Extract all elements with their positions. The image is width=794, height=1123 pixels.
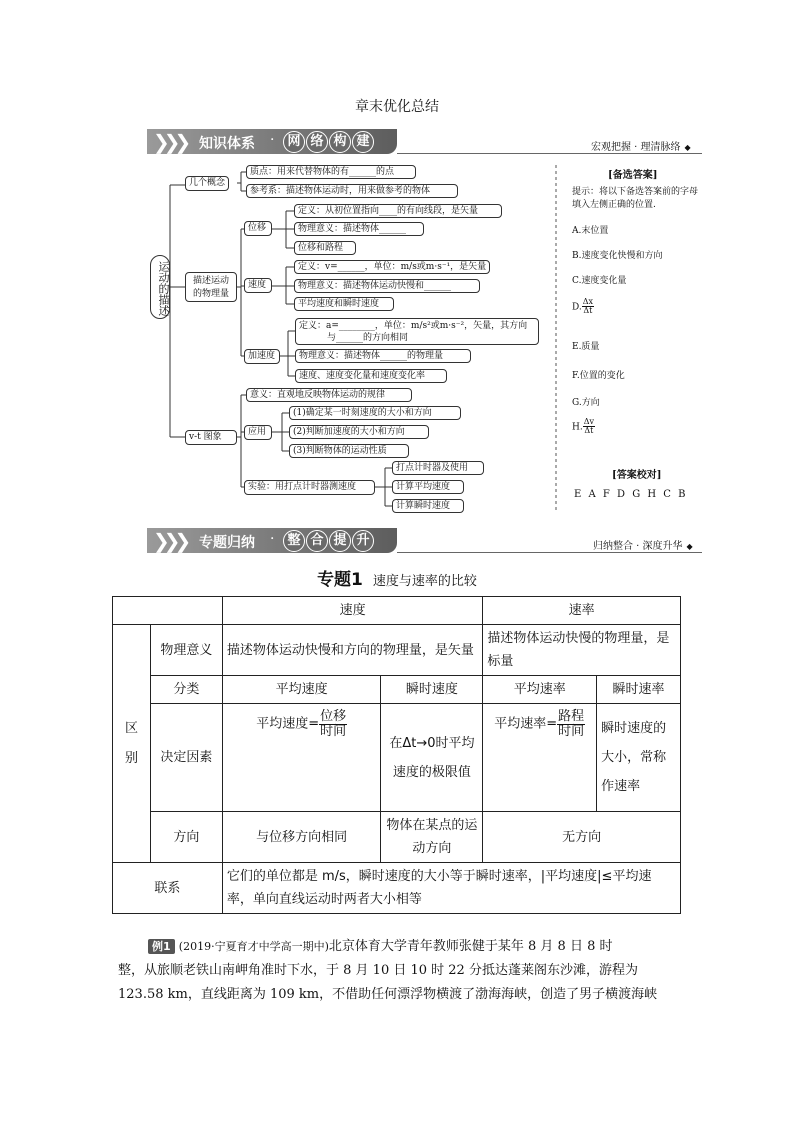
example-paragraph bbox=[118, 935, 680, 1007]
answer-check-heading: [答案校对] bbox=[612, 470, 662, 481]
mindmap-leaf: 计算瞬时速度 bbox=[392, 499, 464, 513]
mindmap-leaf-acceleration-def bbox=[295, 318, 539, 345]
comparison-table bbox=[112, 596, 681, 914]
mindmap-leaf: 定义：v=______，单位：m/s或m·s⁻¹，是矢量 bbox=[294, 260, 490, 274]
answers-heading: [备选答案] bbox=[608, 170, 658, 181]
answer-option: E.质量 bbox=[572, 342, 600, 352]
answers-hint: 提示：将以下备选答案前的字母填入左侧正确的位置. bbox=[572, 187, 699, 210]
table-cell bbox=[113, 597, 223, 625]
banner-char: 络 bbox=[306, 131, 328, 153]
leaf-line: 与______的方向相同 bbox=[327, 333, 409, 343]
table-row bbox=[113, 863, 681, 914]
fraction: $\frac{\Delta x}{\Delta t}$ bbox=[582, 297, 594, 316]
mindmap-node-velocity: 速度 bbox=[244, 278, 272, 293]
table-cell: 它们的单位都是 m/s，瞬时速度的大小等于瞬时速率，|平均速度|≤平均速率，单向直线运动时两者大小相等 bbox=[222, 863, 680, 914]
banner-char: 整 bbox=[283, 530, 305, 552]
table-row bbox=[113, 597, 681, 625]
topic-number: 专题1 bbox=[317, 570, 363, 590]
formula-prefix: 平均速度= bbox=[256, 716, 320, 732]
topic-heading bbox=[0, 565, 794, 590]
banner-right-text: 宏观把握 · 理清脉络 ◆ bbox=[591, 142, 691, 153]
table-cell: 瞬时速度的大小，常称作速率 bbox=[597, 704, 681, 812]
answer-option-h bbox=[572, 418, 595, 436]
option-prefix: H. bbox=[572, 422, 583, 433]
table-row bbox=[113, 676, 681, 704]
banner-dot: · bbox=[270, 531, 275, 547]
table-cell: 描述物体运动快慢的物理量，是标量 bbox=[483, 625, 681, 676]
mindmap-node-acceleration: 加速度 bbox=[244, 349, 280, 364]
table-row-label: 联系 bbox=[113, 863, 223, 914]
mindmap-leaf: 物理意义：描述物体______的物理量 bbox=[295, 349, 471, 363]
table-cell: 物体在某点的运动方向 bbox=[381, 812, 483, 863]
table-header-speed: 速度 bbox=[222, 597, 482, 625]
option-prefix: D. bbox=[572, 302, 582, 313]
table-cell: 瞬时速度 bbox=[381, 676, 483, 704]
diamond-icon: ◆ bbox=[684, 143, 691, 152]
table-row-label: 物理意义 bbox=[150, 625, 222, 676]
example-text: 北京体育大学青年教师张健于某年 8 月 8 日 8 时 bbox=[328, 939, 613, 954]
fraction: $\frac{\Delta v}{\Delta t}$ bbox=[583, 417, 595, 436]
mindmap-node-displacement: 位移 bbox=[244, 221, 272, 236]
topic-name: 速度与速率的比较 bbox=[372, 574, 477, 589]
mindmap-branch-concepts: 几个概念 bbox=[185, 176, 229, 191]
table-cell: 描述物体运动快慢和方向的物理量，是矢量 bbox=[222, 625, 482, 676]
table-row bbox=[113, 704, 681, 812]
mindmap-leaf: 物理意义：描述物体运动快慢和______ bbox=[294, 279, 480, 293]
section-banner-topics bbox=[147, 528, 397, 553]
banner-char: 网 bbox=[283, 131, 305, 153]
mindmap-leaf: 定义：从初位置指向____的有向线段，是矢量 bbox=[294, 204, 502, 218]
mindmap-branch-quantities: 描述运动的物理量 bbox=[185, 272, 237, 302]
table-cell: 瞬时速率 bbox=[597, 676, 681, 704]
mindmap-leaf: (2)判断加速度的大小和方向 bbox=[289, 425, 429, 439]
formula-prefix: 平均速率= bbox=[494, 716, 558, 732]
table-row-label: 分类 bbox=[150, 676, 222, 704]
answer-option: A.末位置 bbox=[572, 226, 609, 236]
mindmap-leaf: (1)确定某一时刻速度的大小和方向 bbox=[289, 406, 461, 420]
mindmap-leaf: 参考系：描述物体运动时，用来做参考的物体 bbox=[246, 184, 458, 198]
example-text: 整，从旅顺老铁山南岬角准时下水，于 8 月 10 日 10 时 22 分抵达蓬莱阁东沙滩，游程为 bbox=[118, 963, 638, 978]
table-cell: 平均速率 bbox=[483, 676, 597, 704]
chevron-icon: ❯❯❯ bbox=[153, 529, 186, 553]
banner-char: 建 bbox=[352, 131, 374, 153]
answer-option: F.位置的变化 bbox=[572, 371, 625, 381]
banner-char: 升 bbox=[352, 530, 374, 552]
page-title: 章末优化总结 bbox=[355, 99, 439, 115]
mindmap-branch-vt: v-t 图象 bbox=[185, 430, 237, 445]
answer-check: E A F D G H C B bbox=[574, 489, 686, 500]
answer-option: B.速度变化快慢和方向 bbox=[572, 251, 663, 261]
table-cell bbox=[222, 704, 381, 812]
mindmap-leaf: 打点计时器及使用 bbox=[392, 461, 484, 475]
banner-char: 合 bbox=[306, 530, 328, 552]
table-row-label: 决定因素 bbox=[150, 704, 222, 812]
banner-dot: · bbox=[270, 132, 275, 148]
table-header-rate: 速率 bbox=[483, 597, 681, 625]
banner-right-text: 归纳整合 · 深度升华 ◆ bbox=[593, 541, 693, 552]
table-row bbox=[113, 625, 681, 676]
table-cell: 在Δt→0时平均速度的极限值 bbox=[381, 704, 483, 812]
table-cell bbox=[483, 704, 597, 812]
mindmap-root: 运动的描述 bbox=[150, 255, 170, 319]
table-cell: 与位移方向相同 bbox=[222, 812, 381, 863]
mindmap-leaf: 计算平均速度 bbox=[392, 480, 464, 494]
fraction: $\frac{\text{路程}}{\text{时间}}$ bbox=[558, 709, 585, 739]
table-cell: 平均速度 bbox=[222, 676, 381, 704]
banner-lead: 知识体系 bbox=[199, 136, 255, 152]
banner-char: 构 bbox=[329, 131, 351, 153]
example-text: 123.58 km，直线距离为 109 km，不借助任何漂浮物横渡了渤海海峡，创造了男子横渡海峡 bbox=[118, 987, 658, 1002]
banner-lead: 专题归纳 bbox=[199, 535, 255, 551]
mindmap-leaf: 意义：直观地反映物体运动的规律 bbox=[246, 388, 412, 402]
table-cell: 无方向 bbox=[483, 812, 681, 863]
mindmap-node-experiment: 实验：用打点计时器测速度 bbox=[244, 480, 375, 495]
mindmap-leaf: 速度、速度变化量和速度变化率 bbox=[295, 369, 447, 383]
banner-char: 提 bbox=[329, 530, 351, 552]
mindmap-leaf: (3)判断物体的运动性质 bbox=[289, 444, 409, 458]
example-tag: 例1 bbox=[148, 939, 175, 954]
banner-underline bbox=[397, 552, 702, 553]
example-source: (2019·宁夏育才中学高一期中) bbox=[178, 940, 329, 953]
chevron-icon: ❯❯❯ bbox=[153, 130, 186, 154]
fraction: $\frac{\text{位移}}{\text{时间}}$ bbox=[320, 709, 347, 739]
table-row bbox=[113, 812, 681, 863]
answer-option: C.速度变化量 bbox=[572, 276, 627, 286]
mindmap-leaf: 质点：用来代替物体的有______的点 bbox=[246, 165, 416, 179]
mindmap-leaf: 平均速度和瞬时速度 bbox=[294, 297, 394, 311]
mindmap-node-application: 应用 bbox=[244, 425, 272, 440]
answer-option-d bbox=[572, 298, 594, 316]
mindmap-leaf: 物理意义：描述物体______ bbox=[294, 222, 424, 236]
diamond-icon: ◆ bbox=[686, 542, 693, 551]
table-cell-diff: 区别 bbox=[113, 625, 151, 863]
table-row-label: 方向 bbox=[150, 812, 222, 863]
leaf-line: 定义：a=________，单位：m/s²或m·s⁻²，矢量，其方向 bbox=[299, 321, 528, 331]
mindmap-leaf: 位移和路程 bbox=[294, 241, 356, 255]
answer-option: G.方向 bbox=[572, 398, 600, 408]
